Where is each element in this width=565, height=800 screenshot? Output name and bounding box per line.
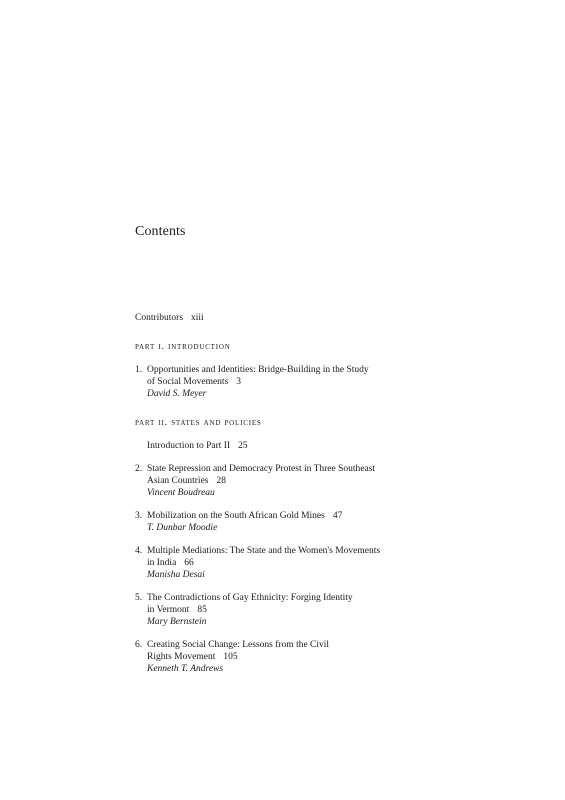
chapter-author: Vincent Boudreau (147, 488, 215, 498)
chapter-title-line1: The Contradictions of Gay Ethnicity: Forging Identity (147, 593, 353, 603)
part-heading: part i. introduction (135, 341, 231, 352)
chapter-author: David S. Meyer (147, 389, 207, 399)
page-number: 66 (184, 558, 194, 568)
chapter-author: T. Dunbar Moodie (147, 523, 218, 533)
chapter-title-line1: Mobilization on the South African Gold Mines (147, 511, 325, 521)
chapter-number: 1. (135, 365, 143, 375)
chapter-entry (135, 545, 435, 581)
page-title: Contents (135, 224, 186, 239)
chapter-number: 4. (135, 546, 143, 556)
chapter-number: 3. (135, 511, 143, 521)
chapter-number: 5. (135, 593, 143, 603)
page-number: xiii (191, 313, 204, 323)
intro-entry (135, 440, 435, 452)
chapter-title-line2: of Social Movements (147, 377, 229, 387)
table-of-contents (135, 312, 435, 686)
chapter-author: Mary Bernstein (147, 617, 207, 627)
chapter-title-line1: Opportunities and Identities: Bridge-Building in the Study (147, 365, 369, 375)
chapter-number: 6. (135, 640, 143, 650)
chapter-entry (135, 592, 435, 628)
chapter-title-line2: Rights Movement (147, 652, 216, 662)
contributors-entry (135, 312, 435, 324)
chapter-entry (135, 639, 435, 675)
chapter-title-line1: Multiple Mediations: The State and the Women's Movements (147, 546, 381, 556)
chapter-title-line1: State Repression and Democracy Protest in Three Southeast (147, 464, 376, 474)
chapter-author: Manisha Desai (147, 570, 205, 580)
page-number: 3 (236, 377, 242, 387)
chapter-title-line2: in India (147, 558, 177, 568)
part-heading: part ii. states and policies (135, 417, 262, 428)
chapter-entry (135, 364, 435, 400)
contributors-label: Contributors (135, 313, 184, 323)
chapter-entry (135, 510, 435, 534)
intro-label: Introduction to Part II (147, 441, 231, 451)
page-number: 85 (197, 605, 207, 615)
page-number: 105 (223, 652, 238, 662)
chapter-number: 2. (135, 464, 143, 474)
chapter-title-line2: in Vermont (147, 605, 190, 615)
chapter-author: Kenneth T. Andrews (147, 664, 224, 674)
chapter-title-line1: Creating Social Change: Lessons from the Civil (147, 640, 330, 650)
page-number: 47 (332, 511, 343, 521)
page-number: 28 (216, 476, 226, 486)
chapter-entry (135, 463, 435, 499)
page-number: 25 (238, 441, 248, 451)
chapter-title-line2: Asian Countries (147, 476, 209, 486)
